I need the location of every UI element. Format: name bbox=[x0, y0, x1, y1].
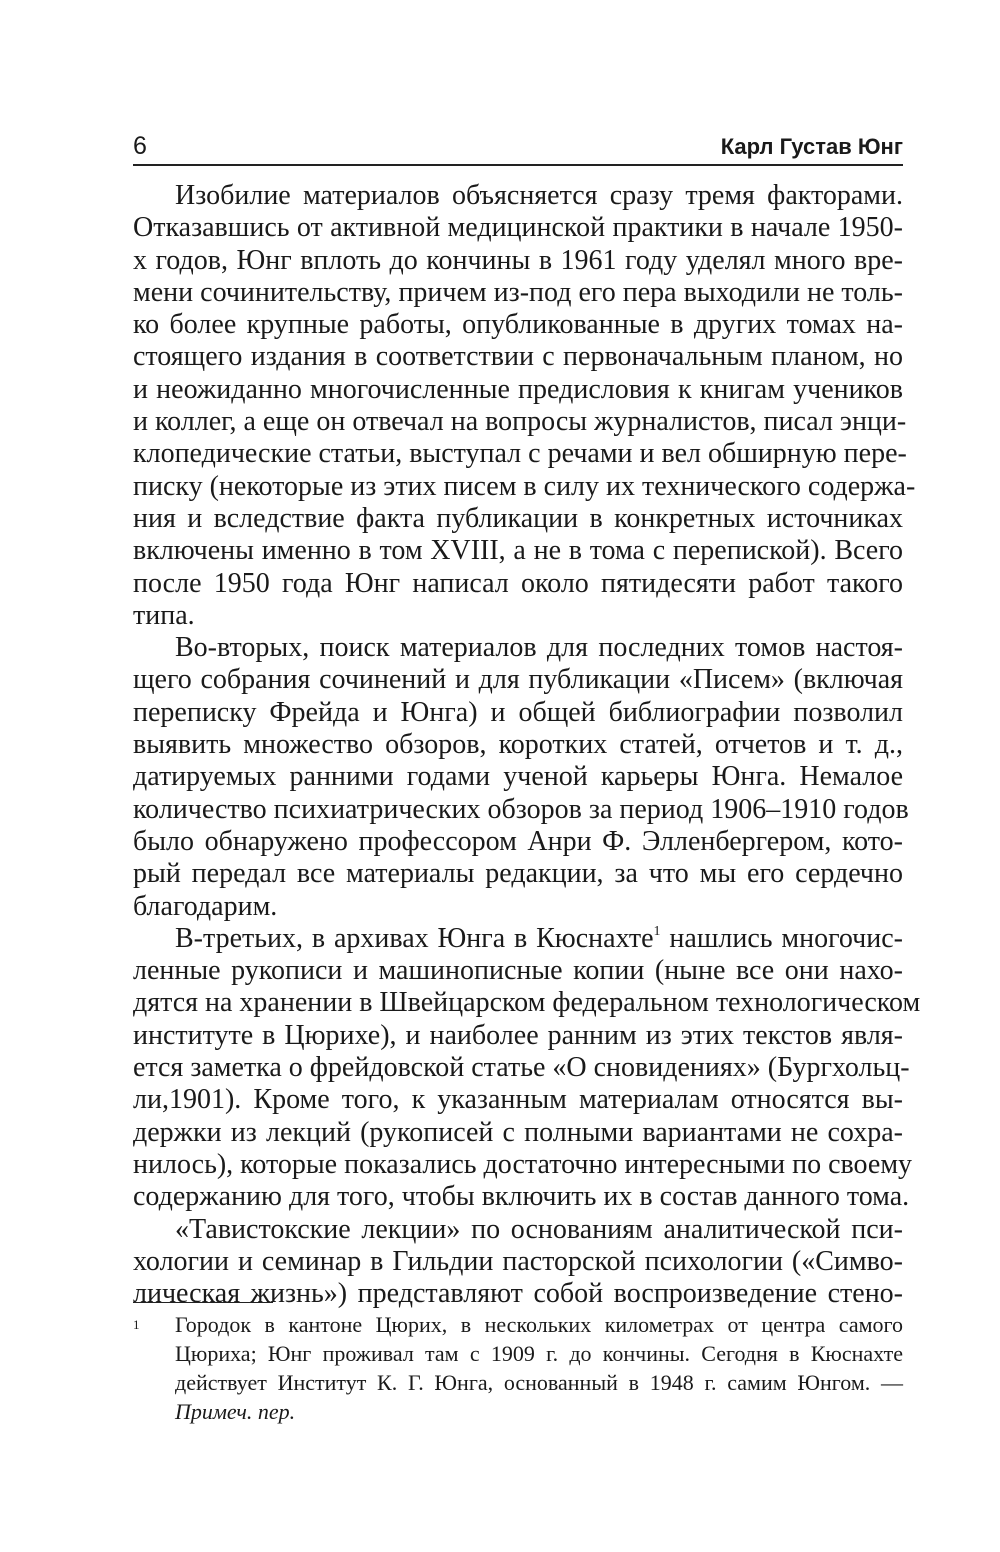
text-line: лическая жизнь») представляют собой воспроизведение стено- bbox=[133, 1278, 903, 1310]
text-line: и коллег, а еще он отвечал на вопросы журналистов, писал энци- bbox=[133, 406, 907, 438]
text-line: «Тавистокские лекции» по основаниям аналитической пси- bbox=[175, 1213, 903, 1245]
paragraph-4 bbox=[133, 1214, 903, 1311]
text-line: содержанию для того, чтобы включить их в состав данного тома. bbox=[133, 1181, 910, 1213]
text-line: переписку Фрейда и Юнга) и общей библиографии позволил bbox=[133, 696, 903, 728]
text-line: рый передал все материалы редакции, за что мы его сердечно bbox=[133, 858, 903, 890]
footnote-line: Городок в кантоне Цюрих, в нескольких километрах от центра самого bbox=[175, 1312, 903, 1337]
footnote-divider bbox=[133, 1302, 273, 1303]
footnote-reference[interactable]: 1 bbox=[653, 923, 661, 939]
text-line: Изобилие материалов объясняется сразу тремя факторами. bbox=[175, 180, 903, 211]
text-line: мени сочинительству, причем из-под его пера выходили не толь- bbox=[133, 276, 903, 308]
text-line: благодарим. bbox=[133, 890, 278, 922]
paragraph-3 bbox=[133, 922, 921, 1214]
text-line: стоящего издания в соответствии с первоначальным планом, но bbox=[133, 341, 903, 373]
text-line: было обнаружено профессором Анри Ф. Элленбергером, кото- bbox=[133, 825, 903, 857]
text-line: датируемых ранними годами ученой карьеры Юнга. Немалое bbox=[133, 761, 903, 793]
text-line: держки из лекций (рукописей с полными вариантами не сохра- bbox=[133, 1116, 903, 1148]
footnote bbox=[133, 1310, 903, 1426]
text-line: дятся на хранении в Швейцарском федеральном технологическом bbox=[133, 987, 921, 1019]
text-segment: В-третьих, в архивах Юнга в Кюснахте bbox=[175, 922, 654, 954]
text-line: ния и вследствие факта публикации в конкретных источниках bbox=[133, 502, 903, 534]
paragraph-2 bbox=[133, 632, 909, 923]
footnote-line: действует Институт К. Г. Юнга, основанный в 1948 г. самим Юнгом. — bbox=[175, 1370, 903, 1395]
main-text bbox=[133, 180, 921, 1310]
text-line: ли,1901). Кроме того, к указанным материалам относятся вы- bbox=[133, 1084, 903, 1116]
text-line: писку (некоторые из этих писем в силу их технического содержа- bbox=[133, 470, 916, 502]
text-line: х годов, Юнг вплоть до кончины в 1961 году уделял много вре- bbox=[133, 244, 903, 276]
running-title: Карл Густав Юнг bbox=[720, 134, 903, 159]
text-line: институте в Цюрихе), и наиболее ранним из этих текстов явля- bbox=[133, 1019, 903, 1051]
text-line: ко более крупные работы, опубликованные в других томах на- bbox=[133, 309, 903, 341]
text-line: хологии и семинар в Гильдии пасторской психологии («Симво- bbox=[133, 1245, 903, 1277]
footnote-number: 1 bbox=[133, 1317, 140, 1332]
text-line: Отказавшись от активной медицинской практики в начале 1950- bbox=[133, 212, 903, 244]
text-line: после 1950 года Юнг написал около пятидесяти работ такого bbox=[133, 567, 903, 599]
page-number: 6 bbox=[133, 132, 147, 160]
page-header bbox=[133, 128, 903, 166]
text-line: клопедические статьи, выступал с речами и вел обширную пере- bbox=[133, 438, 907, 470]
text-line: и неожиданно многочисленные предисловия к книгам учеников bbox=[133, 373, 903, 405]
text-line: нилось), которые показались достаточно интересными по своему bbox=[133, 1148, 913, 1180]
text-line: включены именно в том XVIII, а не в тома с перепиской). Всего bbox=[133, 535, 903, 567]
text-segment: нашлись многочис- bbox=[660, 922, 903, 954]
text-line bbox=[133, 923, 903, 955]
text-line: Во-вторых, поиск материалов для последних томов настоя- bbox=[175, 632, 903, 664]
footnote-translator-note: Примеч. пер. bbox=[175, 1399, 296, 1424]
text-line: количество психиатрических обзоров за период 1906–1910 годов bbox=[133, 793, 909, 825]
text-line: типа. bbox=[133, 599, 195, 631]
paragraph-1 bbox=[133, 180, 916, 632]
text-line: щего собрания сочинений и для публикации «Писем» (включая bbox=[133, 664, 903, 696]
text-line: ется заметка о фрейдовской статье «О сновидениях» (Бургхольц- bbox=[133, 1052, 910, 1084]
text-line: выявить множество обзоров, коротких статей, отчетов и т. д., bbox=[133, 729, 903, 761]
footnote-line: Цюриха; Юнг проживал там с 1909 г. до кончины. Сегодня в Кюснахте bbox=[175, 1341, 903, 1366]
footnote-body bbox=[175, 1310, 903, 1426]
text-line: ленные рукописи и машинописные копии (ныне все они нахо- bbox=[133, 955, 903, 987]
